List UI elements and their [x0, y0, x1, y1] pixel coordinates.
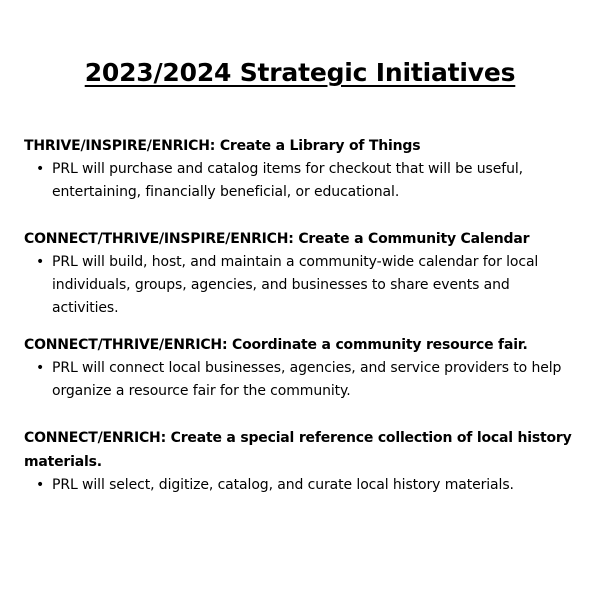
initiative-bullet-item [24, 357, 572, 403]
page-title: 2023/2024 Strategic Initiatives [84, 58, 516, 87]
initiative-bullet-list [24, 251, 572, 320]
initiative-library-of-things [24, 134, 572, 204]
initiative-bullet-list [24, 474, 572, 497]
initiative-bullet-text: PRL will purchase and catalog items for checkout that will be useful, entertaining, financially beneficial, or educational. [52, 161, 523, 200]
initiative-bullet-list [24, 158, 572, 204]
initiative-heading: CONNECT/ENRICH: Create a special reference collection of local history materials. [24, 430, 572, 470]
initiative-resource-fair [24, 333, 572, 403]
initiative-bullet-list [24, 357, 572, 403]
initiative-heading: THRIVE/INSPIRE/ENRICH: Create a Library of Things [24, 138, 421, 154]
initiative-bullet-text: PRL will select, digitize, catalog, and curate local history materials. [52, 477, 514, 493]
bullet-dot-icon: • [36, 254, 45, 270]
initiative-bullet-text: PRL will build, host, and maintain a community-wide calendar for local individuals, groups, agencies, and businesses to share events and activities. [52, 254, 539, 316]
initiative-bullet-item [24, 474, 572, 497]
initiative-bullet-item [24, 251, 572, 320]
initiative-community-calendar [24, 227, 572, 320]
bullet-dot-icon: • [36, 161, 45, 177]
bullet-dot-icon: • [36, 360, 45, 376]
initiative-bullet-item [24, 158, 572, 204]
bullet-dot-icon: • [36, 477, 45, 493]
initiative-bullet-text: PRL will connect local businesses, agencies, and service providers to help organize a resource fair for the community. [52, 360, 562, 399]
initiative-heading: CONNECT/THRIVE/ENRICH: Coordinate a community resource fair. [24, 337, 528, 353]
initiative-heading: CONNECT/THRIVE/INSPIRE/ENRICH: Create a Community Calendar [24, 231, 530, 247]
initiative-local-history-collection [24, 426, 572, 497]
